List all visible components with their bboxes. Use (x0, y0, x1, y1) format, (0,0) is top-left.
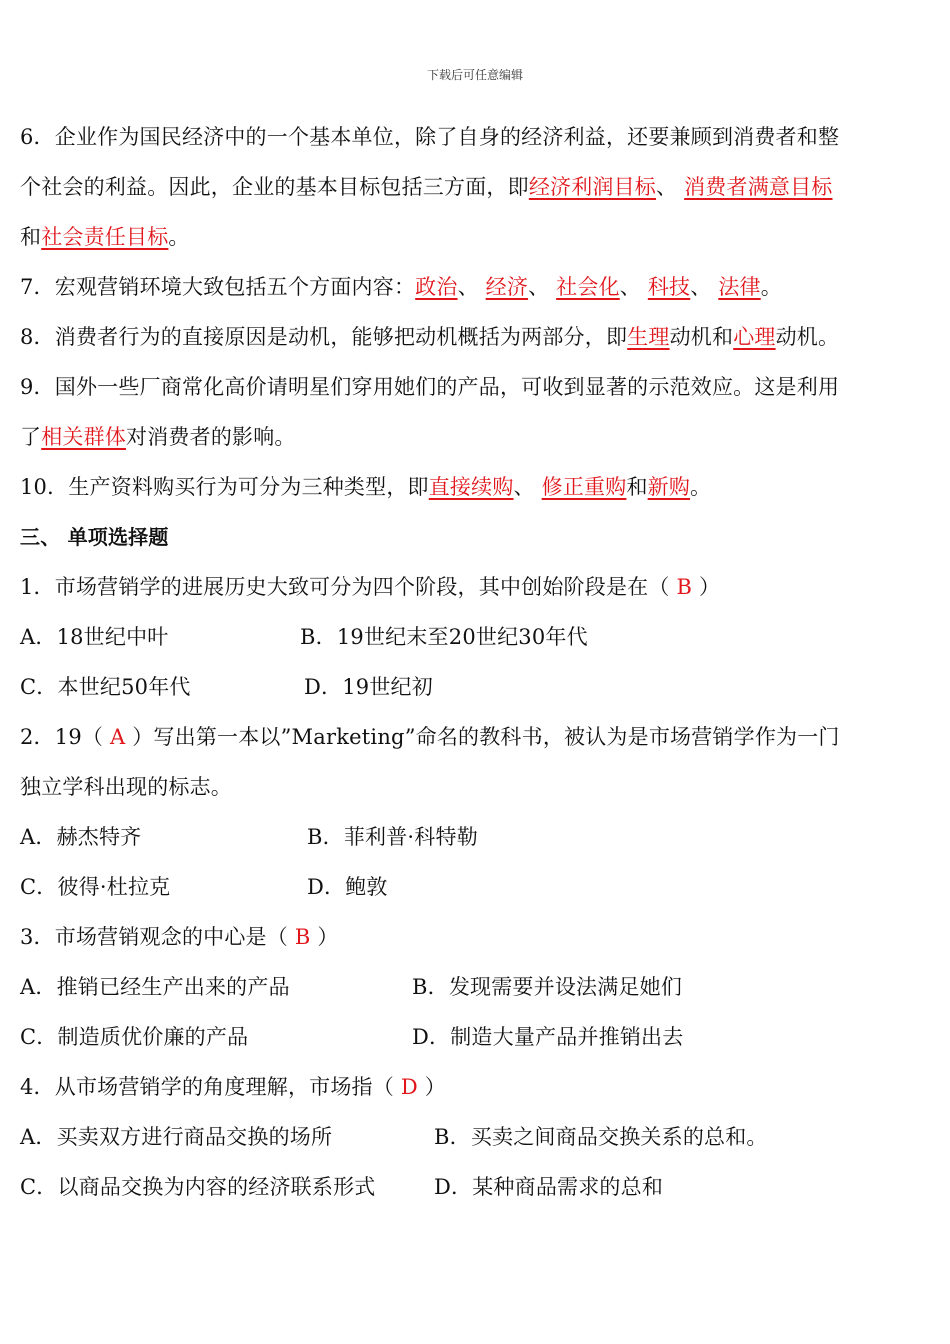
q10-text: 10．生产资料购买行为可分为三种类型，即 (20, 475, 429, 499)
q9-line-1 (20, 368, 925, 418)
mc2-stem-2 (20, 768, 925, 818)
separator: 、 (619, 275, 648, 299)
q6-line-1 (20, 118, 925, 168)
q7-line (20, 268, 925, 318)
mc1-option-d: D．19世纪初 (304, 675, 433, 699)
q9-text: 9．国外一些厂商常化高价请明星们穿用她们的产品，可收到显著的示范效应。这是利用 (20, 375, 840, 399)
mc3-option-a: A．推销已经生产出来的产品 (20, 975, 290, 999)
q8-text: 动机和 (669, 325, 734, 349)
q6-answer-1: 经济利润目标 (528, 175, 657, 199)
mc2-option-d: D．鲍敦 (307, 875, 388, 899)
q6-line-2 (20, 168, 925, 218)
q6-line-3 (20, 218, 925, 268)
q8-answer-1: 生理 (627, 325, 670, 349)
mc1-stem-text: 1．市场营销学的进展历史大致可分为四个阶段，其中创始阶段是在（ (20, 575, 677, 599)
mc1-stem (20, 568, 925, 618)
q10-answer-3: 新购 (647, 475, 691, 499)
mc4-option-b: B．买卖之间商品交换关系的总和。 (434, 1125, 768, 1149)
q10-text: 和 (626, 475, 648, 499)
q9-line-2 (20, 418, 925, 468)
q6-text: 6．企业作为国民经济中的一个基本单位，除了自身的经济利益，还要兼顾到消费者和整 (20, 125, 840, 149)
mc2-option-b: B．菲利普·科特勒 (307, 825, 478, 849)
q9-text: 对消费者的影响。 (126, 425, 296, 449)
separator: 、 (457, 275, 486, 299)
mc2-option-c: C．彼得·杜拉克 (20, 875, 171, 899)
q10-line (20, 468, 925, 518)
mc3-option-c: C．制造质优价廉的产品 (20, 1025, 249, 1049)
separator: 、 (528, 275, 557, 299)
q7-text: 7．宏观营销环境大致包括五个方面内容： (20, 275, 416, 299)
q10-answer-2: 修正重购 (541, 475, 627, 499)
mc4-stem-text: 4．从市场营销学的角度理解，市场指（ (20, 1075, 401, 1099)
mc2-stem-1 (20, 718, 925, 768)
mc1-option-b: B．19世纪末至20世纪30年代 (300, 625, 588, 649)
mc3-answer: B (294, 925, 311, 949)
q6-text: 和 (20, 225, 42, 249)
mc3-stem-text: ） (310, 925, 339, 949)
mc2-stem-text: 2．19（ (20, 725, 110, 749)
page-header: 下载后可任意编辑 (426, 68, 523, 82)
mc1-options-cd (20, 668, 925, 718)
q8-line (20, 318, 925, 368)
mc3-option-d: D．制造大量产品并推销出去 (412, 1025, 684, 1049)
mc4-options-ab (20, 1118, 925, 1168)
mc4-stem (20, 1068, 925, 1118)
separator: 、 (513, 475, 542, 499)
q7-answer-1: 政治 (415, 275, 458, 299)
q8-text: 动机。 (775, 325, 840, 349)
mc1-answer: B (676, 575, 693, 599)
mc1-options-ab (20, 618, 925, 668)
separator: 、 (656, 175, 685, 199)
mc2-stem-text: 独立学科出现的标志。 (20, 775, 232, 799)
q9-answer-1: 相关群体 (41, 425, 127, 449)
mc2-stem-text: ）写出第一本以”Marketing”命名的教科书，被认为是市场营销学作为一门 (125, 725, 840, 749)
q7-answer-2: 经济 (485, 275, 529, 299)
mc1-option-a: A．18世纪中叶 (20, 625, 169, 649)
q7-answer-4: 科技 (647, 275, 691, 299)
q8-answer-2: 心理 (733, 325, 776, 349)
q6-text: 。 (168, 225, 190, 249)
separator: 。 (760, 275, 782, 299)
q7-answer-3: 社会化 (556, 275, 620, 299)
section-heading: 三、 单项选择题 (20, 525, 169, 549)
mc2-options-ab (20, 818, 925, 868)
mc3-option-b: B．发现需要并设法满足她们 (412, 975, 683, 999)
document-body (20, 118, 925, 1218)
mc1-option-c: C．本世纪50年代 (20, 675, 191, 699)
mc4-stem-text: ） (417, 1075, 446, 1099)
q10-text: 。 (690, 475, 712, 499)
mc1-stem-text: ） (692, 575, 721, 599)
mc2-option-a: A．赫杰特齐 (20, 825, 142, 849)
mc3-stem (20, 918, 925, 968)
q6-answer-3: 社会责任目标 (41, 225, 169, 249)
mc2-answer: A (109, 725, 126, 749)
q7-answer-5: 法律 (718, 275, 761, 299)
mc4-option-a: A．买卖双方进行商品交换的场所 (20, 1125, 333, 1149)
separator: 、 (690, 275, 719, 299)
q6-answer-2: 消费者满意目标 (684, 175, 833, 199)
q10-answer-1: 直接续购 (428, 475, 514, 499)
mc3-stem-text: 3．市场营销观念的中心是（ (20, 925, 295, 949)
mc4-options-cd (20, 1168, 925, 1218)
mc4-answer: D (400, 1075, 418, 1099)
q9-text: 了 (20, 425, 42, 449)
mc4-option-d: D．某种商品需求的总和 (434, 1175, 664, 1199)
mc3-options-ab (20, 968, 925, 1018)
mc4-option-c: C．以商品交换为内容的经济联系形式 (20, 1175, 376, 1199)
q6-text: 个社会的利益。因此，企业的基本目标包括三方面，即 (20, 175, 529, 199)
mc3-options-cd (20, 1018, 925, 1068)
mc2-options-cd (20, 868, 925, 918)
q8-text: 8．消费者行为的直接原因是动机，能够把动机概括为两部分，即 (20, 325, 628, 349)
